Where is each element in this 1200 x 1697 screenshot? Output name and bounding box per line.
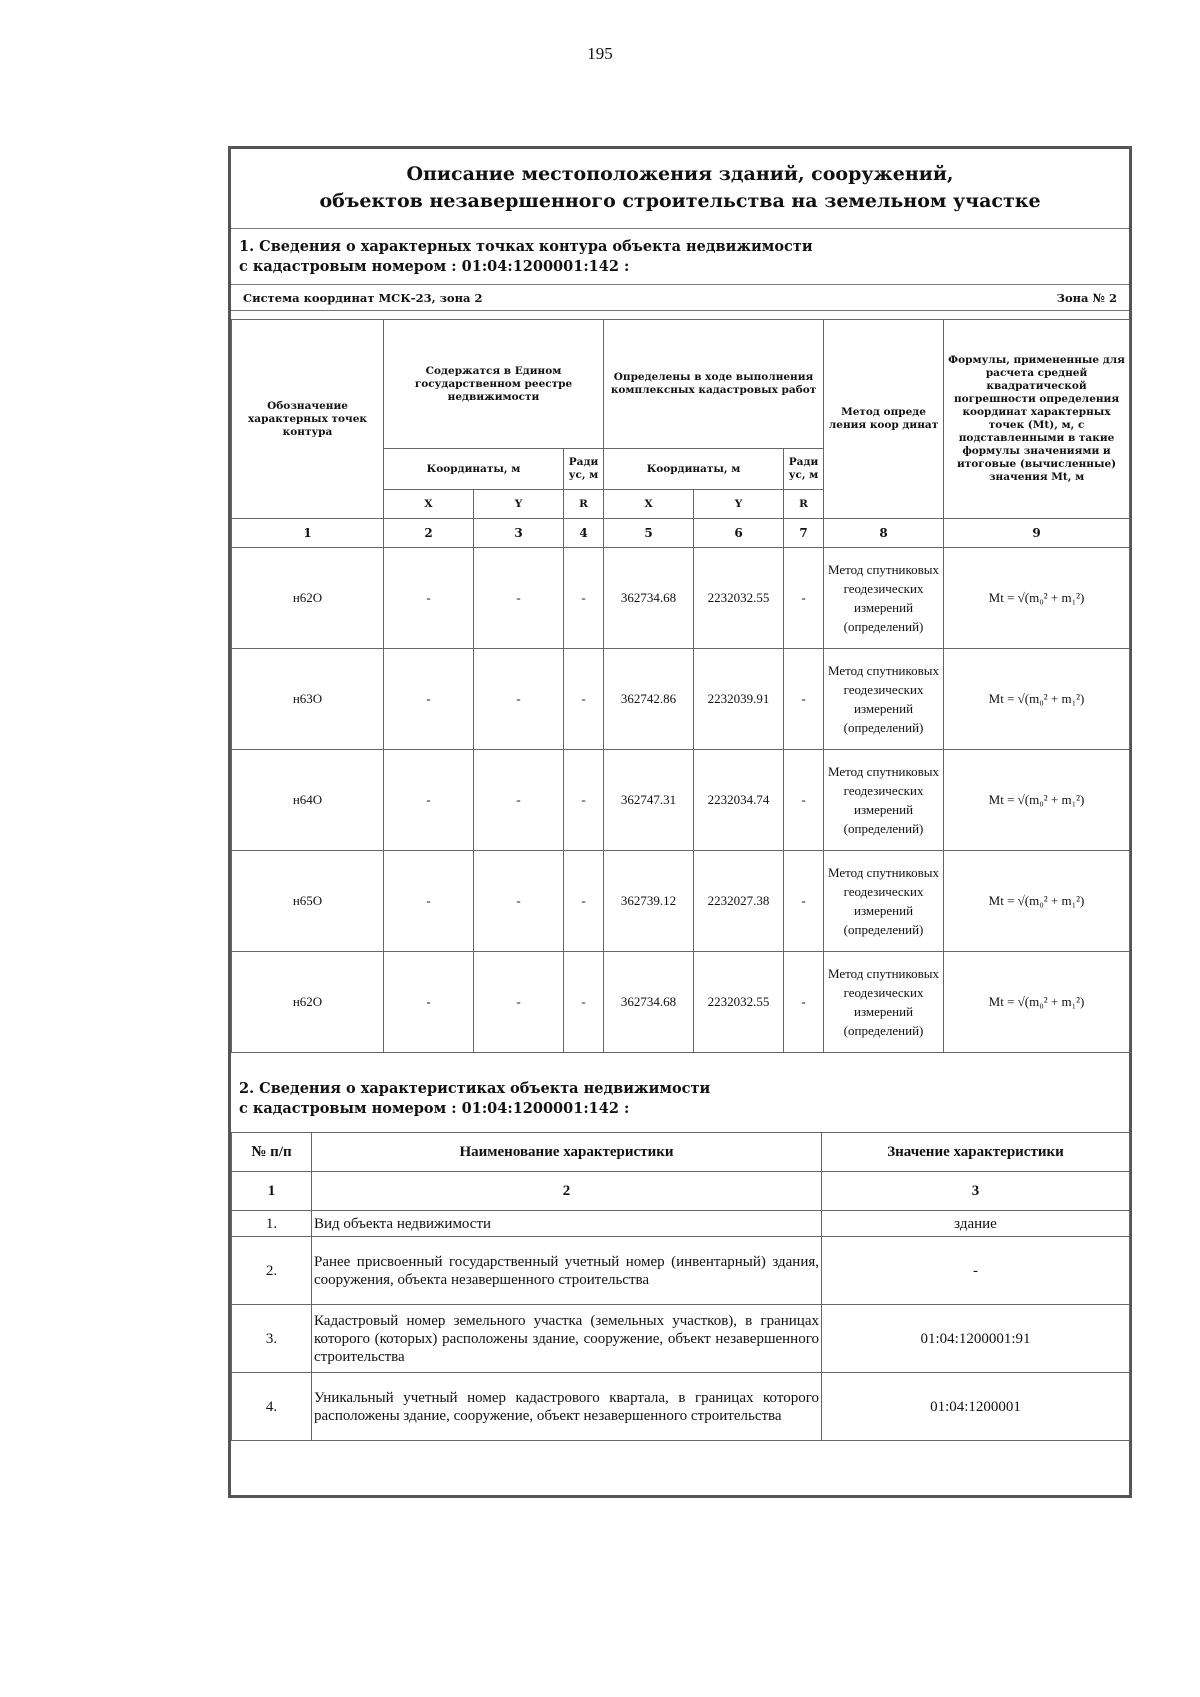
method: Метод спутниковых геодезических измерений (определений) <box>824 750 944 851</box>
r-egrn: - <box>564 649 604 750</box>
row-num: 2. <box>232 1237 312 1305</box>
table-row <box>232 548 1130 649</box>
y-complex: 2232034.74 <box>694 750 784 851</box>
point-name: н62О <box>232 952 384 1053</box>
table-row <box>232 1305 1130 1373</box>
y-egrn: - <box>474 851 564 952</box>
header-formulas: Формулы, примененные для расчета средней квадратической погрешности определения координат характерных точек (Mt), м, с подставленными в такие формулы значениями и итоговые (вычисленные) значения Mt, м <box>944 320 1130 519</box>
header-radius-complex: Ради ус, м <box>784 449 824 490</box>
index-cell: 3 <box>474 519 564 548</box>
y-complex: 2232039.91 <box>694 649 784 750</box>
header-r-egrn: R <box>564 490 604 519</box>
row-num: 4. <box>232 1373 312 1441</box>
r-complex: - <box>784 548 824 649</box>
index-cell: 9 <box>944 519 1130 548</box>
page-number: 195 <box>587 44 613 63</box>
x-egrn: - <box>384 952 474 1053</box>
table-row <box>232 851 1130 952</box>
r-complex: - <box>784 750 824 851</box>
section-1-line-1: 1. Сведения о характерных точках контура объекта недвижимости <box>239 238 813 255</box>
coordinate-system: Система координат МСК-23, зона 2 <box>243 291 483 305</box>
x-egrn: - <box>384 649 474 750</box>
characteristics-table <box>231 1132 1130 1441</box>
x-complex: 362734.68 <box>604 952 694 1053</box>
r-egrn: - <box>564 750 604 851</box>
header-y-egrn: Y <box>474 490 564 519</box>
method: Метод спутниковых геодезических измерений (определений) <box>824 851 944 952</box>
section-2-line-1: 2. Сведения о характеристиках объекта недвижимости <box>239 1080 711 1097</box>
y-complex: 2232032.55 <box>694 548 784 649</box>
header-egrn: Содержатся в Едином государственном реестре недвижимости <box>384 320 604 449</box>
title-line-1: Описание местоположения зданий, сооружений, <box>406 163 954 185</box>
y-complex: 2232027.38 <box>694 851 784 952</box>
y-egrn: - <box>474 750 564 851</box>
section-1-heading <box>239 237 813 277</box>
header-coords-egrn: Координаты, м <box>384 449 564 490</box>
title-line-2: объектов незавершенного строительства на земельном участке <box>319 190 1041 212</box>
header-coords-complex: Координаты, м <box>604 449 784 490</box>
index-row <box>232 519 1130 548</box>
x-complex: 362747.31 <box>604 750 694 851</box>
index-cell: 5 <box>604 519 694 548</box>
index-cell: 3 <box>822 1172 1130 1211</box>
header-radius-egrn: Ради ус, м <box>564 449 604 490</box>
r-complex: - <box>784 851 824 952</box>
method: Метод спутниковых геодезических измерений (определений) <box>824 548 944 649</box>
x-egrn: - <box>384 851 474 952</box>
formula: Mt = √(m₀² + m₁²) <box>944 649 1130 750</box>
row-num: 3. <box>232 1305 312 1373</box>
point-name: н62О <box>232 548 384 649</box>
y-egrn: - <box>474 649 564 750</box>
divider <box>231 310 1129 311</box>
header-designation: Обозначение характерных точек контура <box>232 320 384 519</box>
r-complex: - <box>784 952 824 1053</box>
x-complex: 362739.12 <box>604 851 694 952</box>
row-value: - <box>822 1237 1130 1305</box>
x-complex: 362742.86 <box>604 649 694 750</box>
header-x-egrn: X <box>384 490 474 519</box>
header-num: № п/п <box>232 1133 312 1172</box>
index-cell: 1 <box>232 1172 312 1211</box>
r-egrn: - <box>564 851 604 952</box>
header-name: Наименование характеристики <box>312 1133 822 1172</box>
table-row <box>232 952 1130 1053</box>
r-egrn: - <box>564 952 604 1053</box>
r-complex: - <box>784 649 824 750</box>
index-cell: 8 <box>824 519 944 548</box>
index-cell: 2 <box>312 1172 822 1211</box>
table-row <box>232 1237 1130 1305</box>
formula: Mt = √(m₀² + m₁²) <box>944 851 1130 952</box>
table-row <box>232 750 1130 851</box>
section-2-line-2: с кадастровым номером : 01:04:1200001:142 : <box>239 1100 630 1117</box>
characteristics-index-row <box>232 1172 1130 1211</box>
characteristics-header-row <box>232 1133 1130 1172</box>
table-row <box>232 1373 1130 1441</box>
table-row <box>232 1211 1130 1237</box>
formula: Mt = √(m₀² + m₁²) <box>944 750 1130 851</box>
method: Метод спутниковых геодезических измерений (определений) <box>824 649 944 750</box>
row-value: здание <box>822 1211 1130 1237</box>
header-x-complex: X <box>604 490 694 519</box>
section-1-line-2: с кадастровым номером : 01:04:1200001:142 : <box>239 258 630 275</box>
y-egrn: - <box>474 952 564 1053</box>
row-name: Кадастровый номер земельного участка (земельных участков), в границах которого (которых) расположены здание, сооружение, объект незавершенного строительства <box>312 1305 822 1373</box>
document-title <box>231 149 1129 229</box>
document-frame <box>228 146 1132 1498</box>
zone-number: Зона № 2 <box>1056 291 1117 305</box>
row-name: Ранее присвоенный государственный учетный номер (инвентарный) здания, сооружения, объекта незавершенного строительства <box>312 1237 822 1305</box>
index-cell: 1 <box>232 519 384 548</box>
header-value: Значение характеристики <box>822 1133 1130 1172</box>
row-name: Уникальный учетный номер кадастрового квартала, в границах которого расположены здание, сооружение, объект незавершенного строительства <box>312 1373 822 1441</box>
y-egrn: - <box>474 548 564 649</box>
x-egrn: - <box>384 750 474 851</box>
header-y-complex: Y <box>694 490 784 519</box>
header-method: Метод опреде ления коор динат <box>824 320 944 519</box>
row-name: Вид объекта недвижимости <box>312 1211 822 1237</box>
formula: Mt = √(m₀² + m₁²) <box>944 952 1130 1053</box>
method: Метод спутниковых геодезических измерений (определений) <box>824 952 944 1053</box>
row-value: 01:04:1200001 <box>822 1373 1130 1441</box>
points-table <box>231 319 1130 1053</box>
index-cell: 2 <box>384 519 474 548</box>
y-complex: 2232032.55 <box>694 952 784 1053</box>
index-cell: 6 <box>694 519 784 548</box>
point-name: н63О <box>232 649 384 750</box>
index-cell: 7 <box>784 519 824 548</box>
point-name: н65О <box>232 851 384 952</box>
formula: Mt = √(m₀² + m₁²) <box>944 548 1130 649</box>
row-value: 01:04:1200001:91 <box>822 1305 1130 1373</box>
coordinate-system-line <box>231 285 1129 311</box>
section-2-heading <box>239 1079 710 1119</box>
x-egrn: - <box>384 548 474 649</box>
row-num: 1. <box>232 1211 312 1237</box>
table-row <box>232 649 1130 750</box>
index-cell: 4 <box>564 519 604 548</box>
x-complex: 362734.68 <box>604 548 694 649</box>
header-complex-works: Определены в ходе выполнения комплексных кадастровых работ <box>604 320 824 449</box>
r-egrn: - <box>564 548 604 649</box>
point-name: н64О <box>232 750 384 851</box>
header-r-complex: R <box>784 490 824 519</box>
